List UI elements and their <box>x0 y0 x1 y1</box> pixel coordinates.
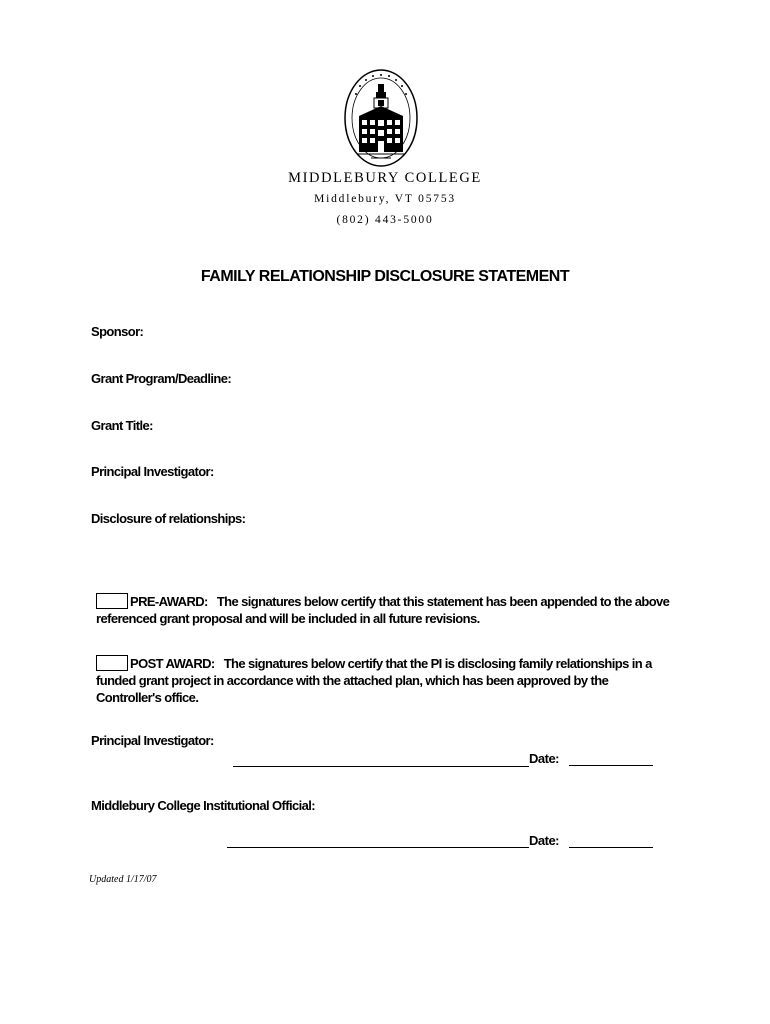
post-award-text: The signatures below certify that the PI is disclosing family relationships in a funded grant project in accordance with the attached plan, which has been approved by the Controller's office. <box>96 656 652 705</box>
sponsor-label: Sponsor: <box>91 324 144 339</box>
college-seal-icon <box>343 68 419 168</box>
official-signature-line[interactable] <box>227 847 529 848</box>
pre-award-option <box>96 593 676 627</box>
official-date-line[interactable] <box>569 847 653 848</box>
post-award-label: POST AWARD: <box>130 656 215 671</box>
pi-date-label: Date: <box>529 751 560 766</box>
pi-date-line[interactable] <box>569 765 653 766</box>
disclosure-label: Disclosure of relationships: <box>91 511 246 526</box>
updated-note: Updated 1/17/07 <box>89 874 157 885</box>
principal-investigator-label: Principal Investigator: <box>91 464 214 479</box>
college-name: MIDDLEBURY COLLEGE <box>288 170 482 186</box>
official-signature-label: Middlebury College Institutional Official: <box>91 798 315 813</box>
post-award-option <box>96 655 676 706</box>
pi-signature-line[interactable] <box>233 766 529 767</box>
college-address: Middlebury, VT 05753 <box>314 193 456 205</box>
pre-award-checkbox[interactable] <box>96 593 128 609</box>
grant-program-label: Grant Program/Deadline: <box>91 371 232 386</box>
pi-signature-label: Principal Investigator: <box>91 733 214 748</box>
grant-title-label: Grant Title: <box>91 418 153 433</box>
pre-award-text: The signatures below certify that this statement has been appended to the above referenced grant proposal and will be included in all future revisions. <box>96 594 670 626</box>
official-date-label: Date: <box>529 833 560 848</box>
college-phone: (802) 443-5000 <box>336 214 434 226</box>
pre-award-label: PRE-AWARD: <box>130 594 208 609</box>
document-title: FAMILY RELATIONSHIP DISCLOSURE STATEMENT <box>200 268 570 285</box>
post-award-checkbox[interactable] <box>96 655 128 671</box>
